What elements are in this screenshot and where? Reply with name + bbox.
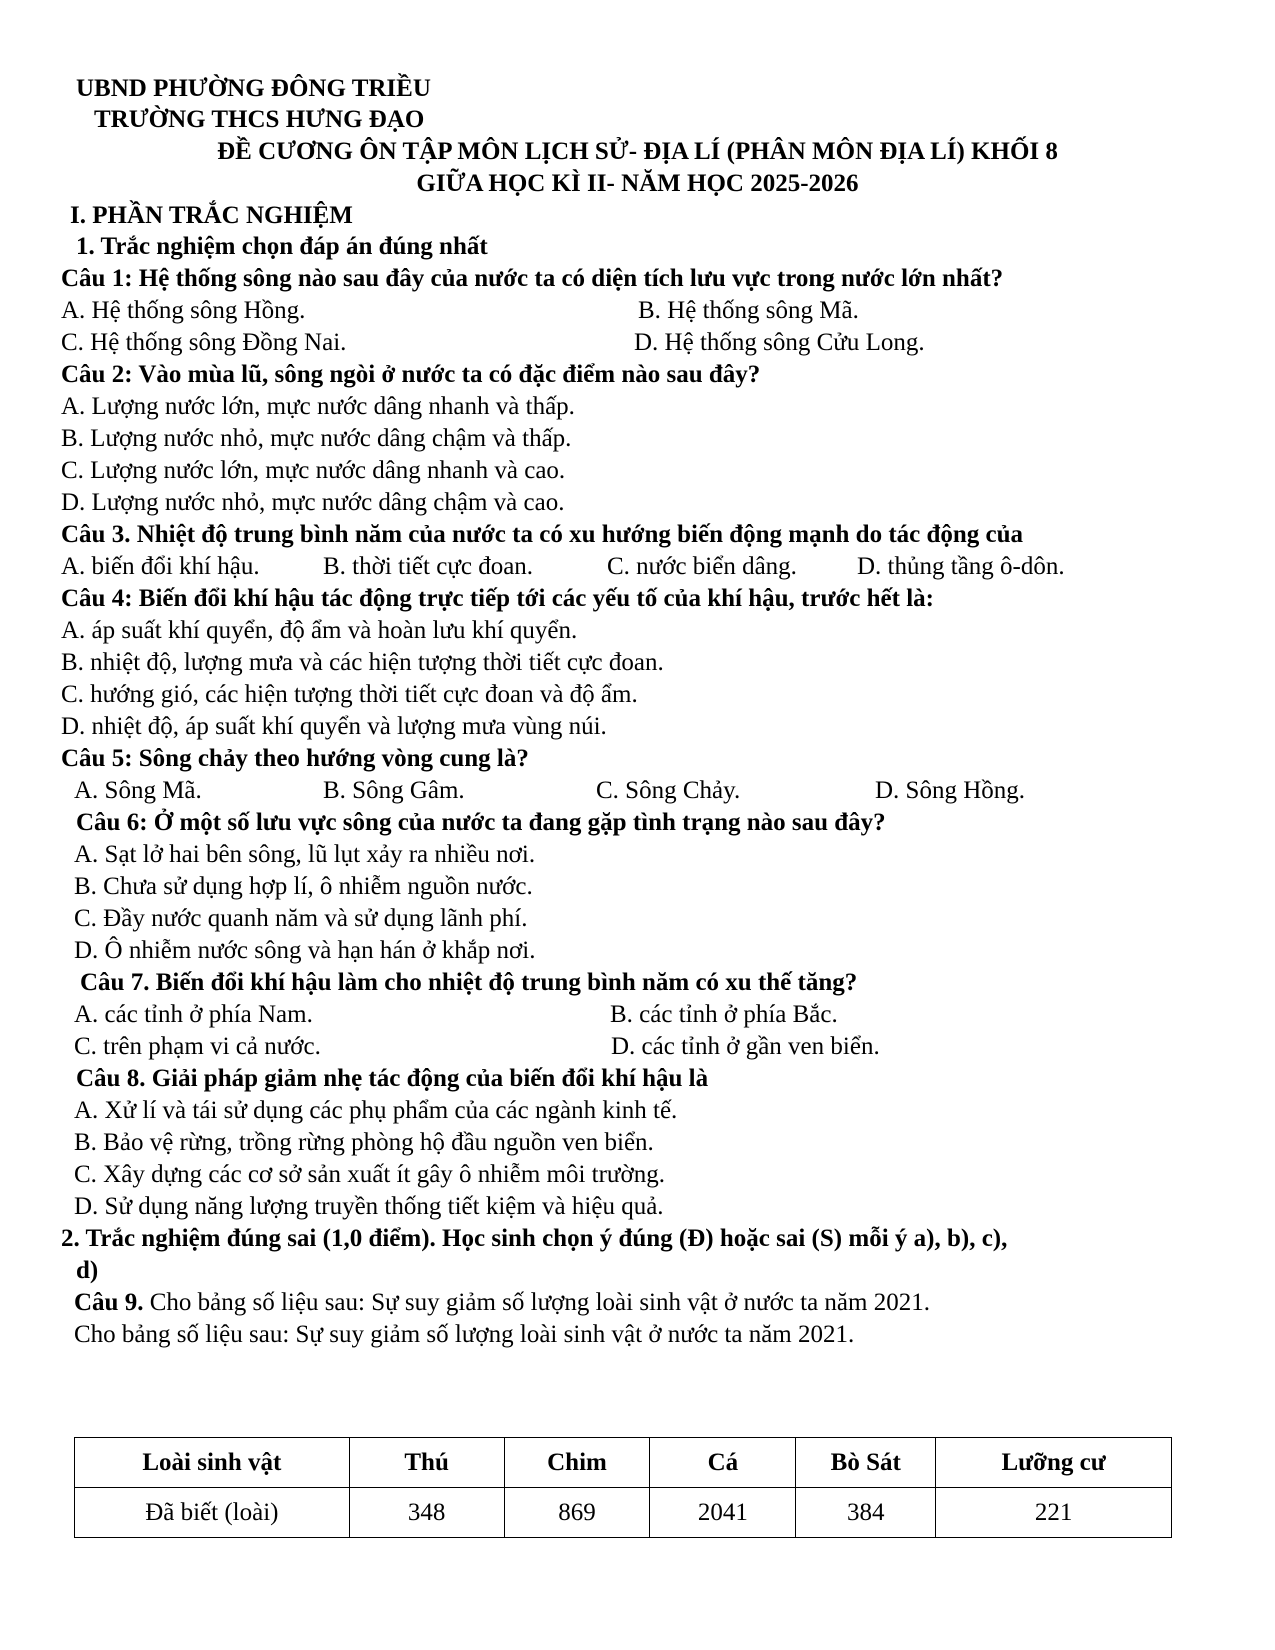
q8-option-a: A. Xử lí và tái sử dụng các phụ phẩm của các ngành kinh tế. [74, 1097, 678, 1124]
question-2: Câu 2: Vào mùa lũ, sông ngòi ở nước ta có đặc điểm nào sau đây? [61, 361, 761, 388]
q8-option-c: C. Xây dựng các cơ sở sản xuất ít gây ô nhiễm môi trường. [74, 1161, 665, 1188]
school-name: TRƯỜNG THCS HƯNG ĐẠO [94, 106, 425, 133]
q7-option-d: D. các tỉnh ở gần ven biển. [611, 1033, 880, 1060]
q7-option-b: B. các tỉnh ở phía Bắc. [610, 1001, 838, 1028]
question-1: Câu 1: Hệ thống sông nào sau đây của nước ta có diện tích lưu vực trong nước lớn nhất? [61, 265, 1004, 292]
q3-option-d: D. thủng tầng ô-dôn. [857, 553, 1065, 580]
q5-option-c: C. Sông Chảy. [596, 777, 741, 804]
q4-option-b: B. nhiệt độ, lượng mưa và các hiện tượng thời tiết cực đoan. [61, 649, 664, 676]
q2-option-c: C. Lượng nước lớn, mực nước dâng nhanh và cao. [61, 457, 566, 484]
section-heading: I. PHẦN TRẮC NGHIỆM [70, 202, 353, 229]
q7-option-c: C. trên phạm vi cả nước. [74, 1033, 321, 1060]
q6-option-a: A. Sạt lở hai bên sông, lũ lụt xảy ra nhiều nơi. [74, 841, 536, 868]
q2-option-d: D. Lượng nước nhỏ, mực nước dâng chậm và cao. [61, 489, 565, 516]
part-2-heading-continued: d) [76, 1257, 99, 1284]
question-3: Câu 3. Nhiệt độ trung bình năm của nước ta có xu hướng biến động mạnh do tác động của [61, 521, 1024, 548]
table-cell: 348 [349, 1488, 504, 1538]
question-8: Câu 8. Giải pháp giảm nhẹ tác động của biến đổi khí hậu là [76, 1065, 709, 1092]
q4-option-d: D. nhiệt độ, áp suất khí quyển và lượng mưa vùng núi. [61, 713, 607, 740]
q4-option-c: C. hướng gió, các hiện tượng thời tiết cực đoan và độ ẩm. [61, 681, 638, 708]
q2-option-a: A. Lượng nước lớn, mực nước dâng nhanh và thấp. [61, 393, 575, 420]
q5-option-d: D. Sông Hồng. [875, 777, 1026, 804]
question-5: Câu 5: Sông chảy theo hướng vòng cung là? [61, 745, 529, 772]
table-header-cell: Loài sinh vật [75, 1438, 350, 1488]
q6-option-b: B. Chưa sử dụng hợp lí, ô nhiễm nguồn nước. [74, 873, 533, 900]
question-9-label: Câu 9. [74, 1289, 144, 1316]
table-header-cell: Lưỡng cư [936, 1438, 1172, 1488]
table-cell: 869 [504, 1488, 650, 1538]
q6-option-d: D. Ô nhiễm nước sông và hạn hán ở khắp nơi. [74, 937, 536, 964]
document-subtitle: GIỮA HỌC KÌ II- NĂM HỌC 2025-2026 [416, 170, 859, 197]
q8-option-d: D. Sử dụng năng lượng truyền thống tiết kiệm và hiệu quả. [74, 1193, 664, 1220]
table-cell: Đã biết (loài) [75, 1488, 350, 1538]
q2-option-b: B. Lượng nước nhỏ, mực nước dâng chậm và thấp. [61, 425, 572, 452]
q3-option-c: C. nước biển dâng. [607, 553, 797, 580]
q1-option-c: C. Hệ thống sông Đồng Nai. [61, 329, 347, 356]
table-header-cell: Thú [349, 1438, 504, 1488]
q3-option-a: A. biến đổi khí hậu. [61, 553, 260, 580]
question-9-repeat: Cho bảng số liệu sau: Sự suy giảm số lượng loài sinh vật ở nước ta năm 2021. [74, 1321, 855, 1348]
table-row [75, 1488, 1172, 1538]
q5-option-a: A. Sông Mã. [74, 777, 202, 804]
question-9-text: Cho bảng số liệu sau: Sự suy giảm số lượng loài sinh vật ở nước ta năm 2021. [143, 1289, 930, 1316]
question-7: Câu 7. Biến đổi khí hậu làm cho nhiệt độ trung bình năm có xu thế tăng? [80, 969, 858, 996]
school-district: UBND PHƯỜNG ĐÔNG TRIỀU [76, 75, 431, 102]
document-title: ĐỀ CƯƠNG ÔN TẬP MÔN LỊCH SỬ- ĐỊA LÍ (PHÂN MÔN ĐỊA LÍ) KHỐI 8 [217, 138, 1058, 165]
q1-option-b: B. Hệ thống sông Mã. [638, 297, 859, 324]
q7-option-a: A. các tỉnh ở phía Nam. [74, 1001, 313, 1028]
q8-option-b: B. Bảo vệ rừng, trồng rừng phòng hộ đầu nguồn ven biển. [74, 1129, 654, 1156]
table-header-cell: Chim [504, 1438, 650, 1488]
q4-option-a: A. áp suất khí quyển, độ ẩm và hoàn lưu khí quyển. [61, 617, 578, 644]
question-9 [74, 1288, 930, 1318]
table-cell: 384 [796, 1488, 936, 1538]
q3-option-b: B. thời tiết cực đoan. [323, 553, 534, 580]
q5-option-b: B. Sông Gâm. [323, 777, 465, 804]
q1-option-a: A. Hệ thống sông Hồng. [61, 297, 306, 324]
q1-option-d: D. Hệ thống sông Cửu Long. [634, 329, 925, 356]
part-heading: 1. Trắc nghiệm chọn đáp án đúng nhất [76, 233, 488, 260]
table-header-row [75, 1438, 1172, 1488]
table-cell: 2041 [650, 1488, 796, 1538]
table-header-cell: Bò Sát [796, 1438, 936, 1488]
table-cell: 221 [936, 1488, 1172, 1538]
question-6: Câu 6: Ở một số lưu vực sông của nước ta đang gặp tình trạng nào sau đây? [76, 809, 886, 836]
question-4: Câu 4: Biến đổi khí hậu tác động trực tiếp tới các yếu tố của khí hậu, trước hết là: [61, 585, 934, 612]
q6-option-c: C. Đầy nước quanh năm và sử dụng lãnh phí. [74, 905, 528, 932]
species-table [74, 1437, 1172, 1538]
table-header-cell: Cá [650, 1438, 796, 1488]
part-2-heading: 2. Trắc nghiệm đúng sai (1,0 điểm). Học sinh chọn ý đúng (Đ) hoặc sai (S) mỗi ý a), b), c), [61, 1225, 1008, 1252]
